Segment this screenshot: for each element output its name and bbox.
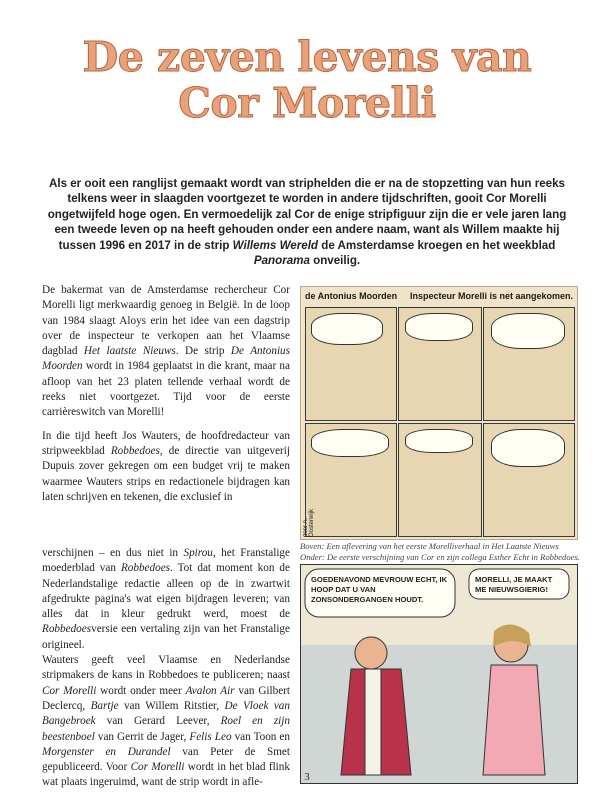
image-caption [300, 541, 580, 563]
comic-panel-robbedoes [300, 564, 578, 784]
intro-title-willems-wereld: Willems Wereld [232, 238, 319, 252]
title-line-2: Cor Morelli [178, 79, 436, 127]
intro-paragraph [44, 176, 570, 268]
intro-text: Als er ooit een ranglijst gemaakt wordt van striphelden die er na de stopzetting van hun reeks telkens weer in slaagden voortgezet te worden in andere tijdschriften, gooit Cor Morelli ongetwijfeld hoge ogen. En vermoedelijk zal Cor de enige stripfiguur zijn die er vele jaren lang een tweede leven op na heeft gehouden onder een andere naam, want als Willem maakte hij tussen 1996 en 2017 in de strip [47, 177, 567, 252]
speech-bubble [491, 429, 565, 467]
speech-bubble [405, 313, 473, 341]
speech-bubble [491, 313, 565, 349]
caption-line-2: Onder: De eerste verschijning van Cor en zijn collega Esther Echt in Robbedoes. [300, 552, 580, 562]
body-lower [42, 546, 290, 791]
speech-bubble [311, 313, 383, 345]
strip-title: de Antonius Moorden [305, 291, 398, 301]
strip-signature: door A. Oosterwijk [303, 508, 315, 537]
caption-line-1: Boven: Een aflevering van het eerste Morelliverhaal in Het Laatste Nieuws [300, 541, 559, 551]
intro-text: onveilig. [309, 254, 361, 268]
intro-text: de Amsterdamse kroegen en het weekblad [318, 238, 556, 252]
comic-strip-antonius-moorden [300, 286, 578, 540]
speech-bubble-right: MORELLI, JE MAAKT ME NIEUWSGIERIG! [475, 575, 553, 594]
body-column [42, 283, 290, 513]
body-paragraph-1: De bakermat van de Amsterdamse rechercheur Cor Morelli ligt merkwaardig genoeg in België. In de loop van 1984 slaagt Aloys erin het idee van een dagstrip over de inspecteur te verkopen aan het Vlaamse dagblad Het laatste Nieuws. De strip De Antonius Moorden wordt in 1984 geplaatst in die krant, maar na afloop van het 23 platen tellende verhaal wordt de reeks niet voortgezet. Tijd voor de eerste carrièreswitch van Morelli! [42, 284, 290, 419]
body-paragraph-3: Wauters geeft veel Vlaamse en Nederlandse stripmakers de kans in Robbedoes te publiceren; naast Cor Morelli wordt onder meer Avalon Air van Gilbert Declercq, Bartje van Willem Ritstier, De Vloek van Bangebroek van Gerard Leever, Roel en zijn beestenboel van Gerrit de Jager, Felis Leo van Toon en Morgenster en Durandel van Peter de Smet gepubliceerd. Voor Cor Morelli wordt in het blad flink wat plaats ingeruimd, want de strip wordt in afle- [42, 654, 291, 789]
body-paragraph-2b: verschijnen – en dus niet in Spirou, het Franstalige moederblad van Robbedoes. Tot dat moment kon de Nederlandstalige redactie alleen op de in zwartwit afgedrukte pagina's wat eigen bijdragen leveren; van alles dat in kleur gedrukt werd, moest de Robbedoesversie een vertaling zijn van het Franstalige origineel. [42, 547, 290, 651]
title-line-1: De zeven levens van [82, 33, 532, 81]
page-title [0, 34, 614, 126]
strip-subtitle: Inspecteur Morelli is net aangekomen. [409, 291, 573, 301]
speech-bubble [311, 429, 389, 457]
page-number: 3 [304, 771, 310, 783]
strip-header [305, 291, 573, 305]
body-paragraph-2: In die tijd heeft Jos Wauters, de hoofdredacteur van stripweekblad Robbedoes, de directie van uitgeverij Dupuis zover gekregen om een budget vrij te maken waarmee Wauters strips en redactionele bijdragen kan laten schrijven en tekenen, die exclusief in [42, 429, 291, 503]
speech-bubble-left: GOEDENAVOND MEVROUW ECHT, IK HOOP DAT U VAN ZONSONDERGANGEN HOUDT. [311, 575, 448, 604]
speech-bubble [405, 429, 473, 453]
intro-title-panorama: Panorama [253, 254, 310, 268]
